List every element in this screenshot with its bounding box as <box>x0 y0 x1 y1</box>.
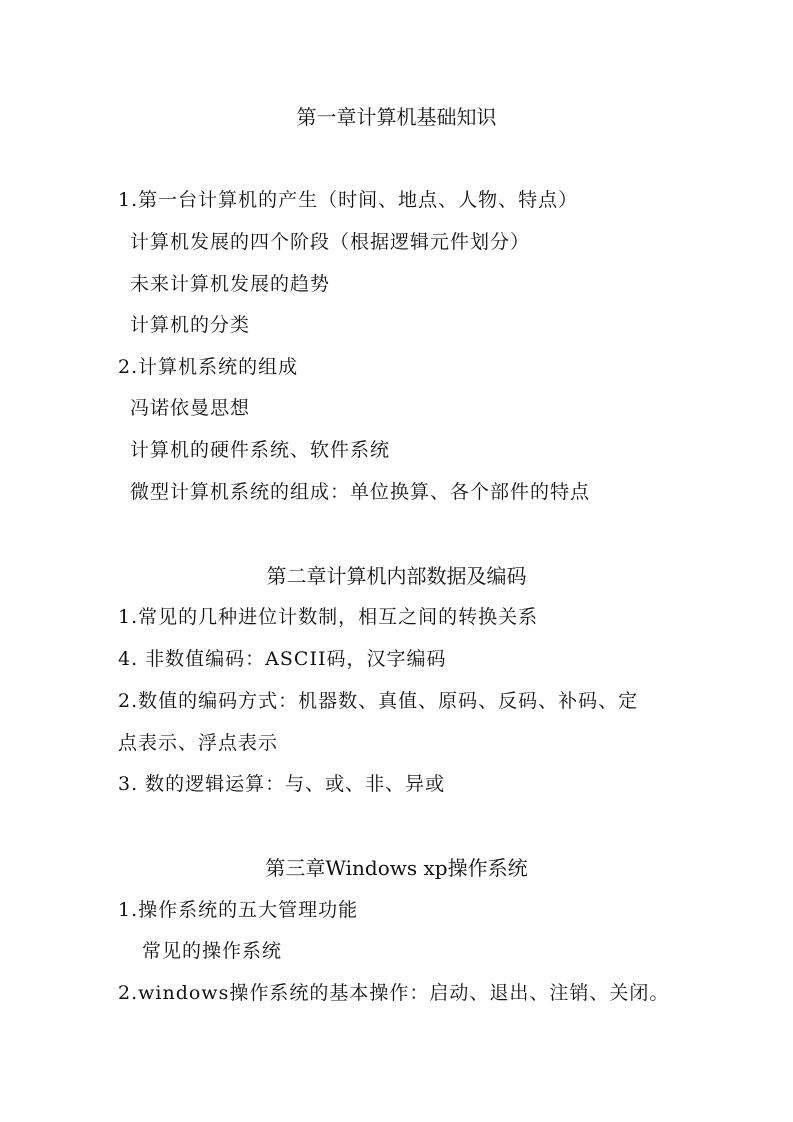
chapter-3-title: 第三章Windows xp操作系统 <box>265 856 528 880</box>
chapter-2-title: 第二章计算机内部数据及编码 <box>266 564 527 588</box>
chapter-1-line-6: 冯诺依曼思想 <box>130 397 251 419</box>
chapter-2-line-4: 点表示、浮点表示 <box>118 732 279 754</box>
chapter-1-line-7: 计算机的硬件系统、软件系统 <box>130 439 391 461</box>
chapter-2-line-3: 2.数值的编码方式：机器数、真值、原码、反码、补码、定 <box>118 690 639 712</box>
chapter-1-line-5: 2.计算机系统的组成 <box>118 356 299 378</box>
chapter-1-line-3: 未来计算机发展的趋势 <box>130 273 331 295</box>
chapter-3-line-1: 1.操作系统的五大管理功能 <box>118 899 359 921</box>
chapter-3-line-3: 2.windows操作系统的基本操作：启动、退出、注销、关闭。 <box>118 982 670 1004</box>
chapter-1-line-4: 计算机的分类 <box>130 314 251 336</box>
chapter-3-line-2: 常见的操作系统 <box>142 940 283 962</box>
chapter-1-line-8: 微型计算机系统的组成：单位换算、各个部件的特点 <box>130 481 591 503</box>
chapter-2-line-2: 4. 非数值编码：ASCII码，汉字编码 <box>118 648 447 670</box>
chapter-1-line-2: 计算机发展的四个阶段（根据逻辑元件划分） <box>130 231 531 253</box>
chapter-2-line-1: 1.常见的几种进位计数制，相互之间的转换关系 <box>118 606 539 628</box>
chapter-1-line-1: 1.第一台计算机的产生（时间、地点、人物、特点） <box>118 189 579 211</box>
chapter-2-line-5: 3. 数的逻辑运算：与、或、非、异或 <box>118 773 446 795</box>
chapter-1-title: 第一章计算机基础知识 <box>296 105 497 129</box>
